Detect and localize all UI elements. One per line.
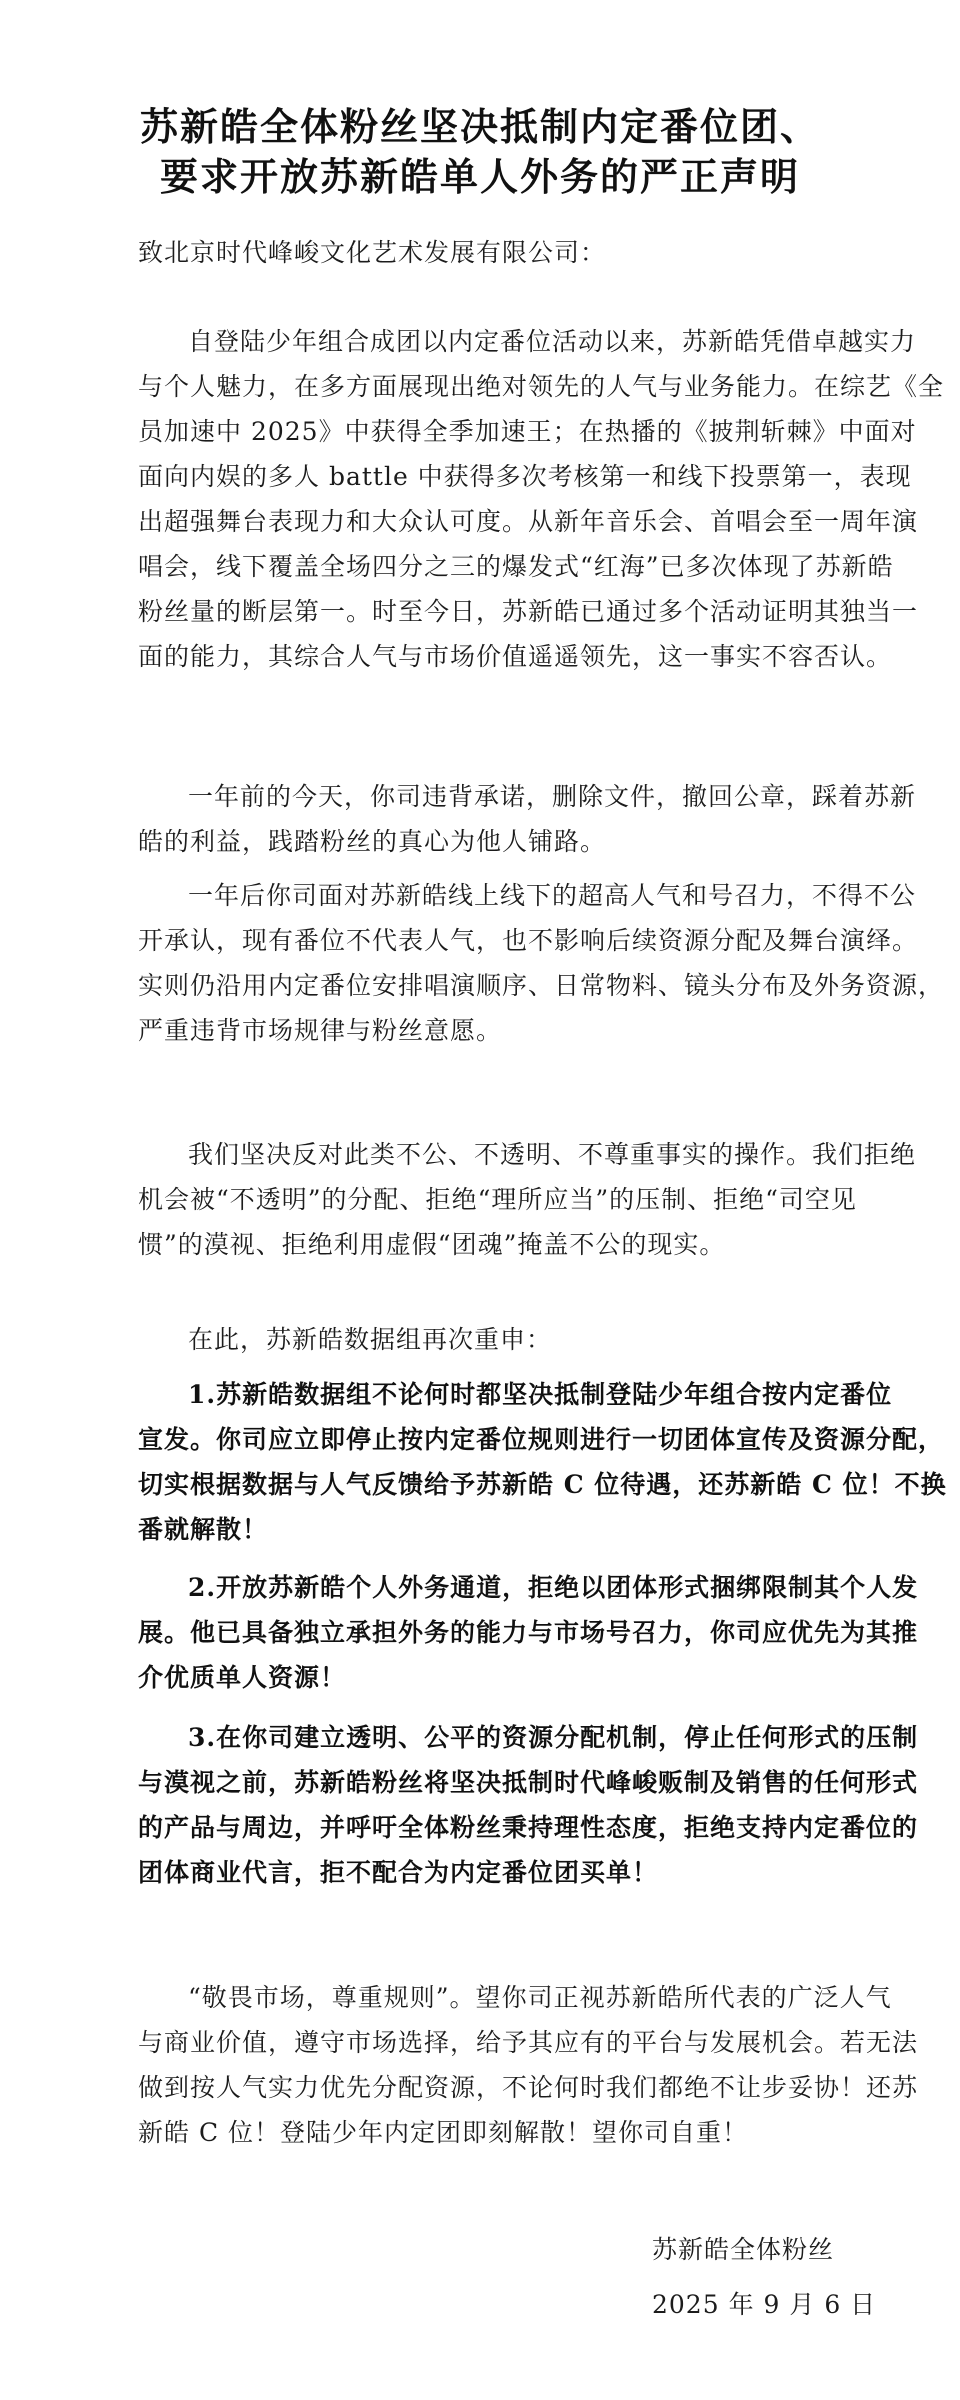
paragraph-line: 自登陆少年组合成团以内定番位活动以来，苏新皓凭借卓越实力 xyxy=(188,327,917,356)
paragraph-line: 员加速中 2025》中获得全季加速王；在热播的《披荆斩棘》中面对 xyxy=(138,417,917,446)
paragraph-line: 一年后你司面对苏新皓线上线下的超高人气和号召力，不得不公 xyxy=(188,881,917,910)
paragraph-line: 与商业价值，遵守市场选择，给予其应有的平台与发展机会。若无法 xyxy=(138,2028,919,2057)
demand-line: 与漠视之前，苏新皓粉丝将坚决抵制时代峰峻贩制及销售的任何形式 xyxy=(138,1768,919,1797)
paragraph-line: 面的能力，其综合人气与市场价值遥遥领先，这一事实不容否认。 xyxy=(138,642,893,671)
demand-line: 宣发。你司应立即停止按内定番位规则进行一切团体宣传及资源分配， xyxy=(138,1425,945,1454)
paragraph-line: 在此，苏新皓数据组再次重申： xyxy=(188,1325,553,1354)
demand-line: 团体商业代言，拒不配合为内定番位团买单！ xyxy=(138,1858,659,1887)
title-line-1: 苏新皓全体粉丝坚决抵制内定番位团、 xyxy=(139,105,820,149)
title-line-2: 要求开放苏新皓单人外务的严正声明 xyxy=(159,155,800,199)
demand-line: 切实根据数据与人气反馈给予苏新皓 C 位待遇，还苏新皓 C 位！不换 xyxy=(138,1470,947,1499)
demand-line: 介优质单人资源！ xyxy=(138,1663,347,1692)
paragraph-line: 新皓 C 位！登陆少年内定团即刻解散！望你司自重！ xyxy=(138,2118,749,2147)
paragraph-line: 出超强舞台表现力和大众认可度。从新年音乐会、首唱会至一周年演 xyxy=(138,507,919,536)
demand-line: 的产品与周边，并呼吁全体粉丝秉持理性态度，拒绝支持内定番位的 xyxy=(138,1813,919,1842)
demand-line: 番就解散！ xyxy=(138,1515,269,1544)
paragraph-line: 做到按人气实力优先分配资源，不论何时我们都绝不让步妥协！还苏 xyxy=(138,2073,919,2102)
paragraph-line: 面向内娱的多人 battle 中获得多次考核第一和线下投票第一，表现 xyxy=(138,462,912,491)
paragraph-line: 皓的利益，践踏粉丝的真心为他人铺路。 xyxy=(138,827,607,856)
demand-line: 2.开放苏新皓个人外务通道，拒绝以团体形式捆绑限制其个人发 xyxy=(188,1573,919,1602)
signature-name: 苏新皓全体粉丝 xyxy=(652,2235,835,2264)
paragraph-line: 一年前的今天，你司违背承诺，删除文件，撤回公章，踩着苏新 xyxy=(188,782,917,811)
paragraph-line: 粉丝量的断层第一。时至今日，苏新皓已通过多个活动证明其独当一 xyxy=(138,597,919,626)
paragraph-line: 惯”的漠视、拒绝利用虚假“团魂”掩盖不公的现实。 xyxy=(138,1230,726,1259)
demand-line: 1.苏新皓数据组不论何时都坚决抵制登陆少年组合按内定番位 xyxy=(188,1380,893,1409)
paragraph-line: 实则仍沿用内定番位安排唱演顺序、日常物料、镜头分布及外务资源， xyxy=(138,971,945,1000)
paragraph-line: 严重违背市场规律与粉丝意愿。 xyxy=(138,1016,503,1045)
demand-line: 3.在你司建立透明、公平的资源分配机制，停止任何形式的压制 xyxy=(188,1723,919,1752)
demand-line: 展。他已具备独立承担外务的能力与市场号召力，你司应优先为其推 xyxy=(138,1618,919,1647)
paragraph-line: 唱会，线下覆盖全场四分之三的爆发式“红海”已多次体现了苏新皓 xyxy=(138,552,894,581)
addressee: 致北京时代峰峻文化艺术发展有限公司： xyxy=(138,238,607,267)
paragraph-line: 机会被“不透明”的分配、拒绝“理所应当”的压制、拒绝“司空见 xyxy=(138,1185,857,1214)
paragraph-line: “敬畏市场，尊重规则”。望你司正视苏新皓所代表的广泛人气 xyxy=(188,1983,892,2012)
paragraph-line: 我们坚决反对此类不公、不透明、不尊重事实的操作。我们拒绝 xyxy=(188,1140,917,1169)
paragraph-line: 开承认，现有番位不代表人气，也不影响后续资源分配及舞台演绎。 xyxy=(138,926,919,955)
signature-date: 2025 年 9 月 6 日 xyxy=(652,2290,877,2319)
paragraph-line: 与个人魅力，在多方面展现出绝对领先的人气与业务能力。在综艺《全 xyxy=(138,372,945,401)
